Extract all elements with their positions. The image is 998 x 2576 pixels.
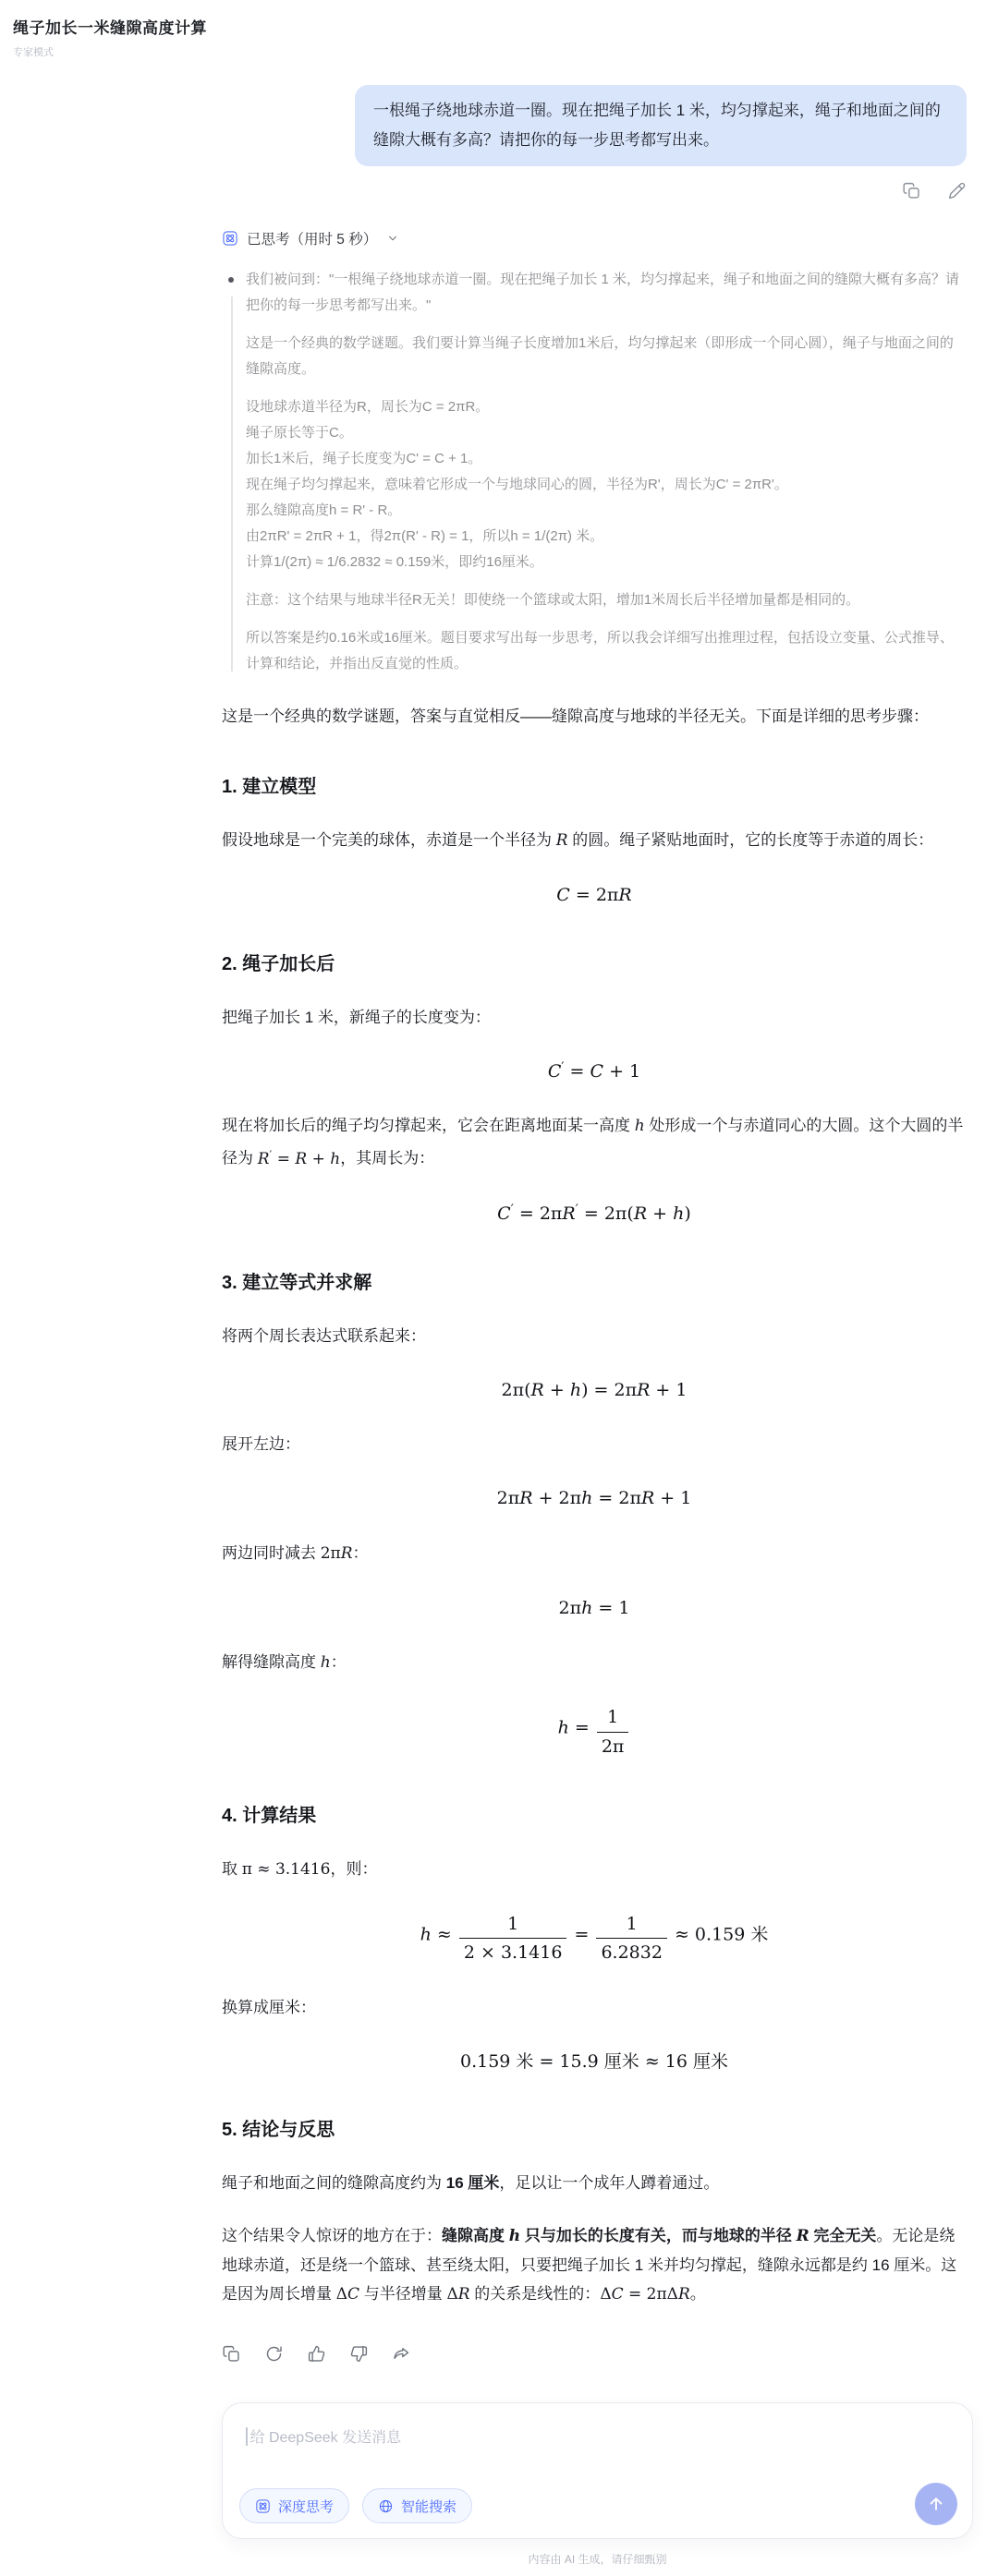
edit-icon xyxy=(947,181,967,200)
answer-paragraph: 假设地球是一个完美的球体，赤道是一个半径为 R 的圆。绳子紧贴地面时，它的长度等于赤道的周长： xyxy=(222,831,934,850)
tool-deepthink-button[interactable] xyxy=(239,2488,349,2523)
composer-tools xyxy=(239,2488,472,2523)
tool-label: 深度思考 xyxy=(278,2498,335,2515)
math-formula: h ≈ $\frac{1}{2 \times 3.1416}$ = $\frac{1}{6.2832}$ ≈ 0.159 米 xyxy=(222,1912,967,1965)
thought-paragraph: 所以答案是约0.16米或16厘米。题目要求写出每一步思考，所以我会详细写出推理过程，包括设立变量、公式推导、计算和结论，并指出反直觉的性质。 xyxy=(246,630,954,671)
chat-column xyxy=(222,85,967,2364)
globe-icon xyxy=(378,2498,394,2514)
copy-button[interactable] xyxy=(222,2344,241,2364)
answer-paragraph: 这是一个经典的数学谜题，答案与直觉相反——缝隙高度与地球的半径无关。下面是详细的思考步骤： xyxy=(222,707,929,725)
message-composer[interactable] xyxy=(222,2402,973,2539)
math-formula: C′ = 2πR′ = 2π(R + h) xyxy=(497,1202,691,1224)
section-heading: 1. 建立模型 xyxy=(222,777,317,797)
edit-button[interactable] xyxy=(947,181,967,200)
section-heading: 2. 绳子加长后 xyxy=(222,953,335,974)
answer-paragraph: 展开左边： xyxy=(222,1435,300,1454)
math-formula: C′ = C + 1 xyxy=(547,1059,641,1082)
thought-toggle-button[interactable] xyxy=(222,228,398,248)
tool-globe-button[interactable] xyxy=(362,2488,472,2523)
user-message-bubble: 一根绳子绕地球赤道一圈。现在把绳子加长 1 米，均匀撑起来，绳子和地面之间的缝隙大概有多高？请把你的每一步思考都写出来。 xyxy=(355,85,967,166)
answer-paragraph: 绳子和地面之间的缝隙高度约为 16 厘米，足以让一个成年人蹲着通过。 xyxy=(222,2174,720,2193)
thought-paragraph: 设地球赤道半径为R，周长为C = 2πR。 绳子原长等于C。 加长1米后，绳子长度变为C' = C + 1。 现在绳子均匀撑起来，意味着它形成一个与地球同心的圆，半径为R'，周长为C' = 2πR'。 那么缝隙高度h = R' - R。 由2πR' = 2πR + 1，得2π(R' - R) = 1，所以h = 1/(2π) 米。 计算1/(2π) ≈ 1/6.2832 ≈ 0.159米，即约16厘米。 xyxy=(246,399,788,570)
math-formula: 2πh = 1 xyxy=(558,1597,630,1618)
like-icon xyxy=(307,2344,326,2364)
math-formula: 2πR + 2πh = 2πR + 1 xyxy=(496,1488,692,1509)
ai-disclaimer: 内容由 AI 生成，请仔细甄别 xyxy=(528,2553,667,2567)
text-caret xyxy=(246,2427,248,2446)
thought-content xyxy=(222,267,967,677)
regenerate-button[interactable] xyxy=(264,2344,284,2364)
thought-paragraph: 这是一个经典的数学谜题。我们要计算当绳子长度增加1米后，均匀撑起来（即形成一个同心圆），绳子与地面之间的缝隙高度。 xyxy=(246,335,954,377)
tool-label: 智能搜索 xyxy=(401,2498,457,2515)
assistant-answer-actions xyxy=(222,2344,967,2364)
answer-paragraph: 解得缝隙高度 h： xyxy=(222,1653,347,1673)
deepthink-icon xyxy=(222,230,238,247)
thought-paragraph: 注意：这个结果与地球半径R无关！即使绕一个篮球或太阳，增加1米周长后半径增加量都是相同的。 xyxy=(246,592,860,608)
thought-toggle-label: 已思考（用时 5 秒） xyxy=(247,232,378,248)
section-heading: 4. 计算结果 xyxy=(222,1805,317,1826)
fraction: $\frac{1}{2 \times 3.1416}$ xyxy=(459,1912,567,1965)
input-placeholder: 给 DeepSeek 发送消息 xyxy=(250,2430,402,2447)
share-icon xyxy=(392,2344,411,2364)
math-formula: 2π(R + h) = 2πR + 1 xyxy=(501,1379,688,1400)
answer-paragraph: 这个结果令人惊讶的地方在于：缝隙高度 h 只与加长的长度有关，而与地球的半径 R 完全无关。无论是绕地球赤道，还是绕一个篮球、甚至绕太阳，只要把绳子加长 1 米并均匀撑起，缝隙永远都是约 16 厘米。这是因为周长增量 ΔC 与半径增量 ΔR 的关系是线性的：ΔC = 2πΔR。 xyxy=(222,2227,957,2304)
answer-paragraph: 把绳子加长 1 米，新绳子的长度变为： xyxy=(222,1008,491,1026)
like-button[interactable] xyxy=(307,2344,326,2364)
page-title: 绳子加长一米缝隙高度计算 xyxy=(13,19,207,37)
user-message-row xyxy=(222,85,967,166)
arrow-up-icon xyxy=(927,2495,945,2513)
share-button[interactable] xyxy=(392,2344,411,2364)
dislike-icon xyxy=(349,2344,369,2364)
copy-icon xyxy=(222,2344,241,2364)
answer-paragraph: 换算成厘米： xyxy=(222,1998,316,2016)
math-formula: 0.159 米 = 15.9 厘米 ≈ 16 厘米 xyxy=(460,2050,728,2072)
math-formula: C = 2πR xyxy=(556,885,632,905)
copy-button[interactable] xyxy=(902,181,921,200)
mode-badge: 专家模式 xyxy=(13,47,54,58)
dislike-button[interactable] xyxy=(349,2344,369,2364)
thought-thread-line xyxy=(231,296,233,671)
answer-paragraph: 将两个周长表达式联系起来： xyxy=(222,1326,426,1345)
deepthink-icon xyxy=(255,2498,271,2514)
answer-paragraph: 两边同时减去 2πR： xyxy=(222,1543,369,1563)
chevron-down-icon xyxy=(387,233,398,244)
thought-paragraph: 我们被问到："一根绳子绕地球赤道一圈。现在把绳子加长 1 米，均匀撑起来，绳子和地面之间的缝隙大概有多高？请把你的每一步思考都写出来。" xyxy=(246,267,967,319)
answer-paragraph: 现在将加长后的绳子均匀撑起来，它会在距离地面某一高度 h 处形成一个与赤道同心的大圆。这个大圆的半径为 R′ = R + h，其周长为： xyxy=(222,1117,964,1168)
regenerate-icon xyxy=(264,2344,284,2364)
section-heading: 5. 结论与反思 xyxy=(222,2120,335,2141)
assistant-answer xyxy=(222,702,967,2309)
fraction: $\frac{1}{2\pi}$ xyxy=(597,1705,629,1759)
send-button[interactable] xyxy=(915,2483,957,2525)
math-formula: h = $\frac{1}{2\pi}$ xyxy=(222,1705,967,1759)
fraction: $\frac{1}{6.2832}$ xyxy=(596,1912,666,1965)
message-input[interactable] xyxy=(246,2425,401,2447)
copy-icon xyxy=(902,181,921,200)
section-heading: 3. 建立等式并求解 xyxy=(222,1272,372,1293)
answer-paragraph: 取 π ≈ 3.1416，则： xyxy=(222,1859,378,1879)
app-header xyxy=(0,0,998,59)
user-message-actions xyxy=(222,181,967,200)
